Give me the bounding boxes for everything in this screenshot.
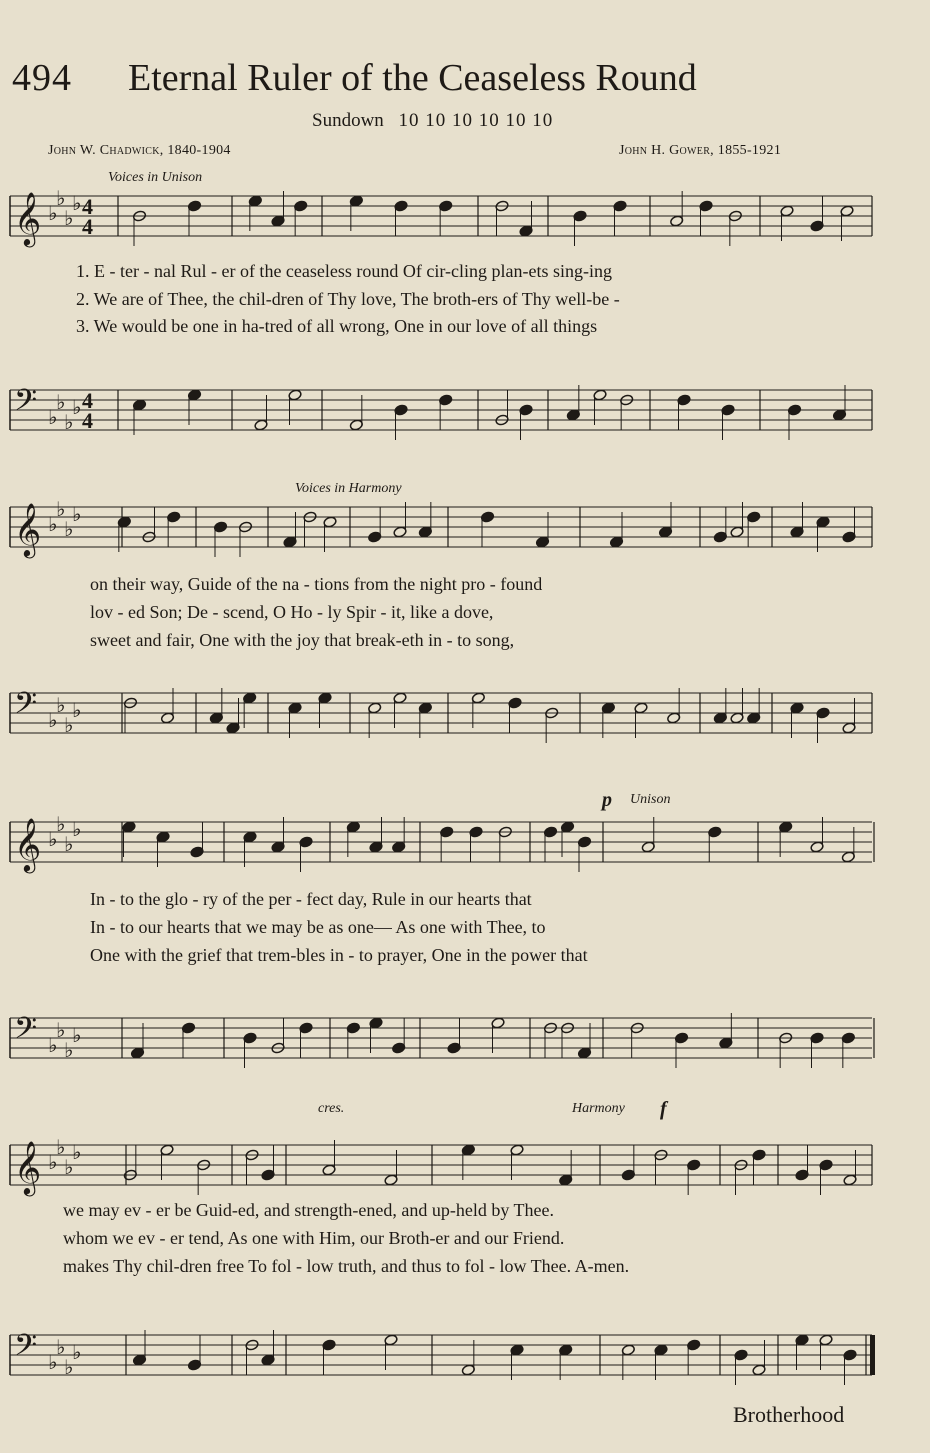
flat-icon: ♭ [56, 497, 66, 521]
note-head [288, 702, 302, 714]
treble-staff [0, 1135, 930, 1195]
note-head [708, 826, 722, 838]
note-head [346, 821, 360, 833]
note-head [687, 1339, 701, 1351]
note-head [601, 702, 615, 714]
final-barline [870, 1335, 875, 1375]
note-head [819, 1159, 833, 1171]
lyric-line: we may ev - er be Guid-ed, and strength-ened, and up-held by Thee. [63, 1200, 554, 1220]
note-head [816, 707, 830, 719]
note-head [559, 1344, 573, 1356]
flat-icon: ♭ [56, 186, 66, 210]
note-head [349, 195, 363, 207]
note-head [117, 516, 131, 528]
note-head [667, 712, 681, 724]
lyric-line: whom we ev - er tend, As one with Him, our Broth-er and our Friend. [63, 1228, 565, 1248]
note-head [566, 409, 580, 421]
note-head [271, 215, 285, 227]
note-head [810, 220, 824, 232]
treble-clef-icon: 𝄞 [14, 817, 42, 871]
note-head [730, 712, 744, 724]
note-head [439, 200, 453, 212]
note-head [187, 200, 201, 212]
bass-staff [0, 1325, 930, 1385]
note-head [392, 1042, 406, 1054]
time-signature-digit: 4 [82, 214, 93, 239]
note-head [780, 205, 794, 217]
note-head [842, 722, 856, 734]
note-head [519, 404, 533, 416]
note-head [480, 511, 494, 523]
bass-clef-icon: 𝄢 [14, 1012, 38, 1053]
note-head [160, 712, 174, 724]
note-head [713, 531, 727, 543]
note-head [508, 697, 522, 709]
note-head [634, 702, 648, 714]
flat-icon: ♭ [72, 1023, 82, 1047]
flat-icon: ♭ [56, 1018, 66, 1042]
note-head [439, 394, 453, 406]
note-head [392, 841, 406, 853]
note-head [832, 409, 846, 421]
note-head [160, 1144, 174, 1156]
note-head [248, 195, 262, 207]
note-head [461, 1364, 475, 1376]
lyric-line: 3. We would be one in ha-tred of all wrong, One in our love of all things [76, 316, 598, 336]
dynamic-forte: f [660, 1098, 667, 1120]
bass-clef-icon: 𝄢 [14, 687, 38, 728]
note-head [322, 1164, 336, 1176]
note-head [577, 1047, 591, 1059]
note-head [294, 200, 308, 212]
note-head [187, 1359, 201, 1371]
note-head [559, 1174, 573, 1186]
lyric-line: 2. We are of Thee, the chil-dren of Thy love, The broth-ers of Thy well-be - [76, 289, 620, 309]
note-head [243, 831, 257, 843]
note-head [132, 399, 146, 411]
bass-staff [0, 1008, 930, 1068]
note-head [721, 404, 735, 416]
hymn-category: Brotherhood [733, 1402, 845, 1427]
flat-icon: ♭ [72, 191, 82, 215]
note-head [418, 702, 432, 714]
note-head [699, 200, 713, 212]
flat-icon: ♭ [72, 1140, 82, 1164]
note-head [670, 215, 684, 227]
note-head [535, 536, 549, 548]
note-head [747, 712, 761, 724]
flat-icon: ♭ [64, 1038, 74, 1062]
note-head [384, 1174, 398, 1186]
note-head [261, 1169, 275, 1181]
note-head [842, 531, 856, 543]
note-head [130, 1047, 144, 1059]
note-head [543, 826, 557, 838]
flat-icon: ♭ [72, 395, 82, 419]
note-head [226, 722, 240, 734]
note-head [491, 1017, 505, 1029]
note-head [510, 1144, 524, 1156]
dynamic-piano: p [602, 789, 612, 811]
note-head [787, 404, 801, 416]
flat-icon: ♭ [64, 206, 74, 230]
bass-clef-icon: 𝄢 [14, 384, 38, 425]
treble-staff [0, 812, 930, 872]
note-head [510, 1344, 524, 1356]
note-head [790, 702, 804, 714]
note-head [471, 692, 485, 704]
note-head [323, 516, 337, 528]
note-head [261, 1354, 275, 1366]
direction-harmony: Harmony [572, 1101, 625, 1116]
bass-staff [0, 380, 930, 440]
lyric-line: lov - ed Son; De - scend, O Ho - ly Spir - it, like a dove, [90, 602, 494, 622]
note-head [752, 1149, 766, 1161]
note-head [519, 225, 533, 237]
author-credit: John W. Chadwick, 1840-1904 [48, 143, 231, 158]
note-head [254, 419, 268, 431]
note-head [299, 1022, 313, 1034]
flat-icon: ♭ [64, 832, 74, 856]
lyric-line: 1. E - ter - nal Rul - er of the ceaseless round Of cir-cling plan-ets sing-ing [76, 261, 612, 281]
flat-icon: ♭ [48, 201, 58, 225]
treble-staff [0, 186, 930, 246]
note-head [461, 1144, 475, 1156]
note-head [447, 1042, 461, 1054]
note-head [469, 826, 483, 838]
note-head [752, 1364, 766, 1376]
note-head [674, 1032, 688, 1044]
note-head [369, 1017, 383, 1029]
note-head [243, 1032, 257, 1044]
note-head [213, 521, 227, 533]
note-head [658, 526, 672, 538]
note-head [283, 536, 297, 548]
note-head [841, 1032, 855, 1044]
flat-icon: ♭ [56, 390, 66, 414]
note-head [190, 846, 204, 858]
note-head [840, 205, 854, 217]
note-head [810, 841, 824, 853]
tune-name: Sundown [312, 110, 384, 131]
note-head [609, 536, 623, 548]
hymn-number: 494 [12, 57, 72, 99]
flat-icon: ♭ [64, 713, 74, 737]
flat-icon: ♭ [48, 1033, 58, 1057]
note-head [795, 1169, 809, 1181]
direction-voices-harmony: Voices in Harmony [295, 481, 402, 496]
flat-icon: ♭ [64, 517, 74, 541]
note-head [318, 692, 332, 704]
note-head [394, 404, 408, 416]
note-head [418, 526, 432, 538]
note-head [349, 419, 363, 431]
note-head [209, 712, 223, 724]
note-head [747, 511, 761, 523]
note-head [730, 526, 744, 538]
note-head [394, 200, 408, 212]
flat-icon: ♭ [56, 1335, 66, 1359]
flat-icon: ♭ [72, 698, 82, 722]
note-head [719, 1037, 733, 1049]
note-head [713, 712, 727, 724]
note-head [641, 841, 655, 853]
note-head [322, 1339, 336, 1351]
direction-unison: Unison [630, 792, 671, 807]
note-head [384, 1334, 398, 1346]
flat-icon: ♭ [48, 708, 58, 732]
note-head [271, 841, 285, 853]
note-head [734, 1349, 748, 1361]
note-head [819, 1334, 833, 1346]
meter: 10 10 10 10 10 10 [398, 110, 554, 131]
flat-icon: ♭ [48, 1350, 58, 1374]
note-head [687, 1159, 701, 1171]
note-head [156, 831, 170, 843]
lyric-line: One with the grief that trem-bles in - to prayer, One in the power that [90, 945, 588, 965]
note-head [167, 511, 181, 523]
time-signature-digit: 4 [82, 388, 93, 413]
treble-staff [0, 497, 930, 557]
note-head [368, 531, 382, 543]
note-head [299, 836, 313, 848]
note-head [795, 1334, 809, 1346]
note-head [843, 1349, 857, 1361]
hymn-title: Eternal Ruler of the Ceaseless Round [128, 57, 697, 99]
note-head [368, 702, 382, 714]
flat-icon: ♭ [48, 405, 58, 429]
lyric-line: In - to the glo - ry of the per - fect day, Rule in our hearts that [90, 889, 532, 909]
note-head [132, 1354, 146, 1366]
flat-icon: ♭ [48, 1150, 58, 1174]
flat-icon: ♭ [56, 1135, 66, 1159]
direction-crescendo: cres. [318, 1101, 345, 1116]
flat-icon: ♭ [72, 1340, 82, 1364]
note-head [393, 526, 407, 538]
note-head [613, 200, 627, 212]
note-head [440, 826, 454, 838]
flat-icon: ♭ [48, 827, 58, 851]
note-head [816, 516, 830, 528]
note-head [841, 851, 855, 863]
time-signature-digit: 4 [82, 194, 93, 219]
note-head [593, 389, 607, 401]
note-head [621, 1344, 635, 1356]
note-head [187, 389, 201, 401]
flat-icon: ♭ [72, 502, 82, 526]
note-head [677, 394, 691, 406]
direction-voices-unison: Voices in Unison [108, 170, 203, 185]
flat-icon: ♭ [64, 1355, 74, 1379]
flat-icon: ♭ [64, 410, 74, 434]
note-head [621, 1169, 635, 1181]
note-head [810, 1032, 824, 1044]
note-head [243, 692, 257, 704]
lyric-line: on their way, Guide of the na - tions from the night pro - found [90, 574, 543, 594]
flat-icon: ♭ [56, 693, 66, 717]
lyric-line: makes Thy chil-dren free To fol - low truth, and thus to fol - low Thee. A-men. [63, 1256, 630, 1276]
tune-line [312, 110, 553, 132]
note-head [654, 1344, 668, 1356]
time-signature-digit: 4 [82, 408, 93, 433]
note-head [288, 389, 302, 401]
bass-clef-icon: 𝄢 [14, 1329, 38, 1370]
lyric-line: In - to our hearts that we may be as one— As one with Thee, to [90, 917, 546, 937]
note-head [843, 1174, 857, 1186]
note-head [346, 1022, 360, 1034]
flat-icon: ♭ [56, 812, 66, 836]
bass-staff [0, 683, 930, 743]
flat-icon: ♭ [72, 817, 82, 841]
note-head [790, 526, 804, 538]
note-head [122, 821, 136, 833]
composer-credit: John H. Gower, 1855-1921 [619, 143, 782, 158]
note-head [573, 210, 587, 222]
treble-clef-icon: 𝄞 [14, 191, 42, 245]
note-head [393, 692, 407, 704]
note-head [369, 841, 383, 853]
treble-clef-icon: 𝄞 [14, 502, 42, 556]
note-head [560, 821, 574, 833]
note-head [577, 836, 591, 848]
flat-icon: ♭ [48, 512, 58, 536]
note-head [779, 821, 793, 833]
flat-icon: ♭ [64, 1155, 74, 1179]
treble-clef-icon: 𝄞 [14, 1140, 42, 1194]
note-head [181, 1022, 195, 1034]
lyric-line: sweet and fair, One with the joy that break-eth in - to song, [90, 630, 515, 650]
